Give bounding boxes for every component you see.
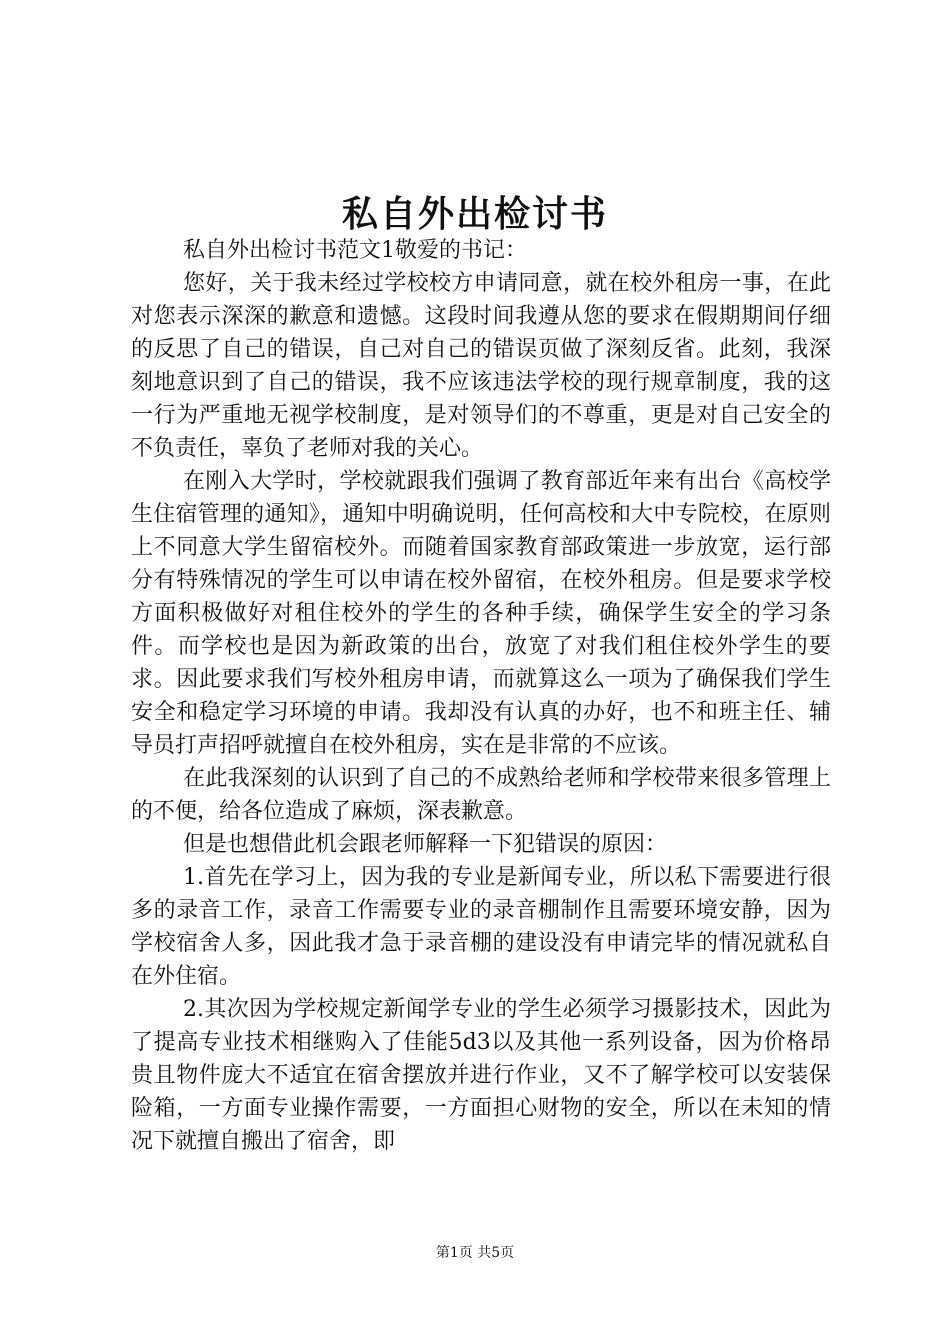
page-number-footer: 第1页 共5页 <box>435 1245 515 1261</box>
document-body <box>131 234 831 1158</box>
paragraph-reasons-intro: 但是也想借此机会跟老师解释一下犯错误的原因： <box>183 832 668 857</box>
paragraph-reason-2: 2.其次因为学校规定新闻学专业的学生必须学习摄影技术，因此为了提高专业技术相继购入了佳能5d3以及其他一系列设备，因为价格昂贵且物件庞大不适宜在宿舍摆放并进行作业，又不了解学校可以安装保险箱，一方面专业操作需要，一方面担心财物的安全，所以在未知的情况下就擅自搬出了宿舍，即 <box>131 997 831 1154</box>
paragraph-salutation: 私自外出检讨书范文1敬爱的书记： <box>183 238 527 263</box>
paragraph-background: 在刚入大学时，学校就跟我们强调了教育部近年来有出台《高校学生住宿管理的通知》，通知中明确说明，任何高校和大中专院校，在原则上不同意大学生留宿校外。而随着国家教育部政策进一步放宽，运行部分有特殊情况的学生可以申请在校外留宿，在校外租房。但是要求学校方面积极做好对租住校外的学生的各种手续，确保学生安全的学习条件。而学校也是因为新政策的出台，放宽了对我们租住校外学生的要求。因此要求我们写校外租房申请，而就算这么一项为了确保我们学生安全和稳定学习环境的申请。我却没有认真的办好，也不和班主任、辅导员打声招呼就擅自在校外租房，实在是非常的不应该。 <box>131 469 831 758</box>
document-title: 私自外出检讨书 <box>341 193 608 235</box>
paragraph-acknowledgement: 在此我深刻的认识到了自己的不成熟给老师和学校带来很多管理上的不便，给各位造成了麻烦，深表歉意。 <box>131 766 831 824</box>
paragraph-apology: 您好，关于我未经过学校校方申请同意，就在校外租房一事，在此对您表示深深的歉意和遗憾。这段时间我遵从您的要求在假期期间仔细的反思了自己的错误，自己对自己的错误页做了深刻反省。此刻，我深刻地意识到了自己的错误，我不应该违法学校的现行规章制度，我的这一行为严重地无视学校制度，是对领导们的不尊重，更是对自己安全的不负责任，辜负了老师对我的关心。 <box>131 271 831 461</box>
paragraph-reason-1: 1.首先在学习上，因为我的专业是新闻专业，所以私下需要进行很多的录音工作，录音工作需要专业的录音棚制作且需要环境安静，因为学校宿舍人多，因此我才急于录音棚的建设没有申请完毕的情况就私自在外住宿。 <box>131 865 831 989</box>
